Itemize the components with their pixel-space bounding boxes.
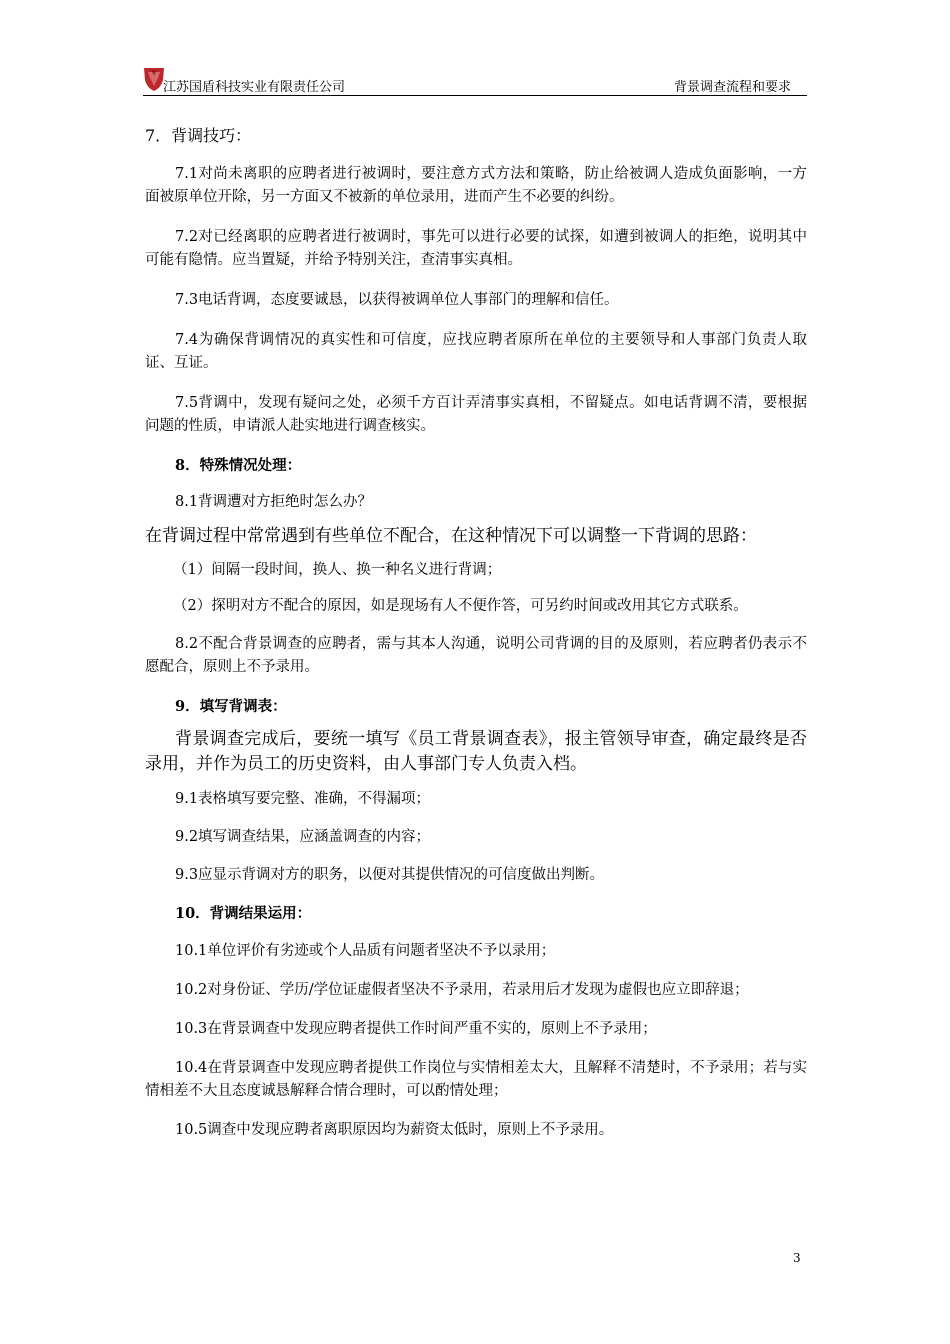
paragraph-10-5: 10.5调查中发现应聘者离职原因均为薪资太低时，原则上不予录用。	[175, 1122, 614, 1138]
paragraph-9-1: 9.1表格填写要完整、准确，不得漏项；	[175, 791, 431, 807]
paragraph-9-2: 9.2填写调查结果，应涵盖调查的内容；	[175, 829, 431, 845]
document-title: 背景调查流程和要求	[673, 80, 791, 95]
section-10-heading: 10．背调结果运用：	[175, 905, 312, 922]
section-8-heading: 8．特殊情况处理：	[175, 457, 302, 474]
paragraph-7-1: 7.1对尚未离职的应聘者进行被调时，要注意方式方法和策略，防止给被调人造成负面影响，一方面被原单位开除，另一方面又不被新的单位录用，进而产生不必要的纠纷。	[145, 166, 807, 205]
paragraph-8-intro: 在背调过程中常常遇到有些单位不配合，在这种情况下可以调整一下背调的思路：	[145, 526, 757, 546]
paragraph-8-item-1: （1）间隔一段时间，换人、换一种名义进行背调；	[173, 562, 502, 578]
paragraph-8-2: 8.2不配合背景调查的应聘者，需与其本人沟通，说明公司背调的目的及原则，若应聘者仍表示不愿配合，原则上不予录用。	[145, 636, 807, 675]
paragraph-7-3: 7.3电话背调，态度要诚恳，以获得被调单位人事部门的理解和信任。	[175, 292, 619, 308]
company-name: 江苏国盾科技实业有限责任公司	[163, 80, 346, 95]
paragraph-10-2: 10.2对身份证、学历/学位证虚假者坚决不予录用，若录用后才发现为虚假也应立即辞退；	[175, 982, 749, 998]
section-7-heading: 7．背调技巧：	[145, 126, 252, 145]
section-9-heading: 9．填写背调表：	[175, 698, 287, 715]
page-content	[145, 124, 807, 1142]
paragraph-10-4: 10.4在背景调查中发现应聘者提供工作岗位与实情相差太大，且解释不清楚时，不予录用；若与实情相差不大且态度诚恳解释合情合理时，可以酌情处理；	[145, 1060, 807, 1099]
paragraph-9-3: 9.3应显示背调对方的职务，以便对其提供情况的可信度做出判断。	[175, 867, 605, 883]
paragraph-8-1: 8.1背调遭对方拒绝时怎么办？	[175, 494, 373, 510]
paragraph-7-4: 7.4为确保背调情况的真实性和可信度，应找应聘者原所在单位的主要领导和人事部门负责人取证、互证。	[145, 332, 807, 371]
paragraph-10-3: 10.3在背景调查中发现应聘者提供工作时间严重不实的，原则上不予录用；	[175, 1021, 657, 1037]
page-header	[143, 64, 807, 96]
paragraph-9-intro: 背景调查完成后，要统一填写《员工背景调查表》，报主管领导审查，确定最终是否录用，并作为员工的历史资料，由人事部门专人负责入档。	[145, 729, 807, 774]
company-logo-icon	[143, 66, 165, 92]
paragraph-10-1: 10.1单位评价有劣迹或个人品质有问题者坚决不予以录用；	[175, 943, 556, 959]
page-number: 3	[793, 1251, 801, 1265]
paragraph-7-5: 7.5背调中，发现有疑问之处，必须千方百计弄清事实真相，不留疑点。如电话背调不清，要根据问题的性质，申请派人赴实地进行调查核实。	[145, 395, 807, 434]
paragraph-7-2: 7.2对已经离职的应聘者进行被调时，事先可以进行必要的试探，如遭到被调人的拒绝，说明其中可能有隐情。应当置疑，并给予特别关注，查清事实真相。	[145, 229, 807, 268]
paragraph-8-item-2: （2）探明对方不配合的原因，如是现场有人不便作答，可另约时间或改用其它方式联系。	[173, 598, 748, 614]
